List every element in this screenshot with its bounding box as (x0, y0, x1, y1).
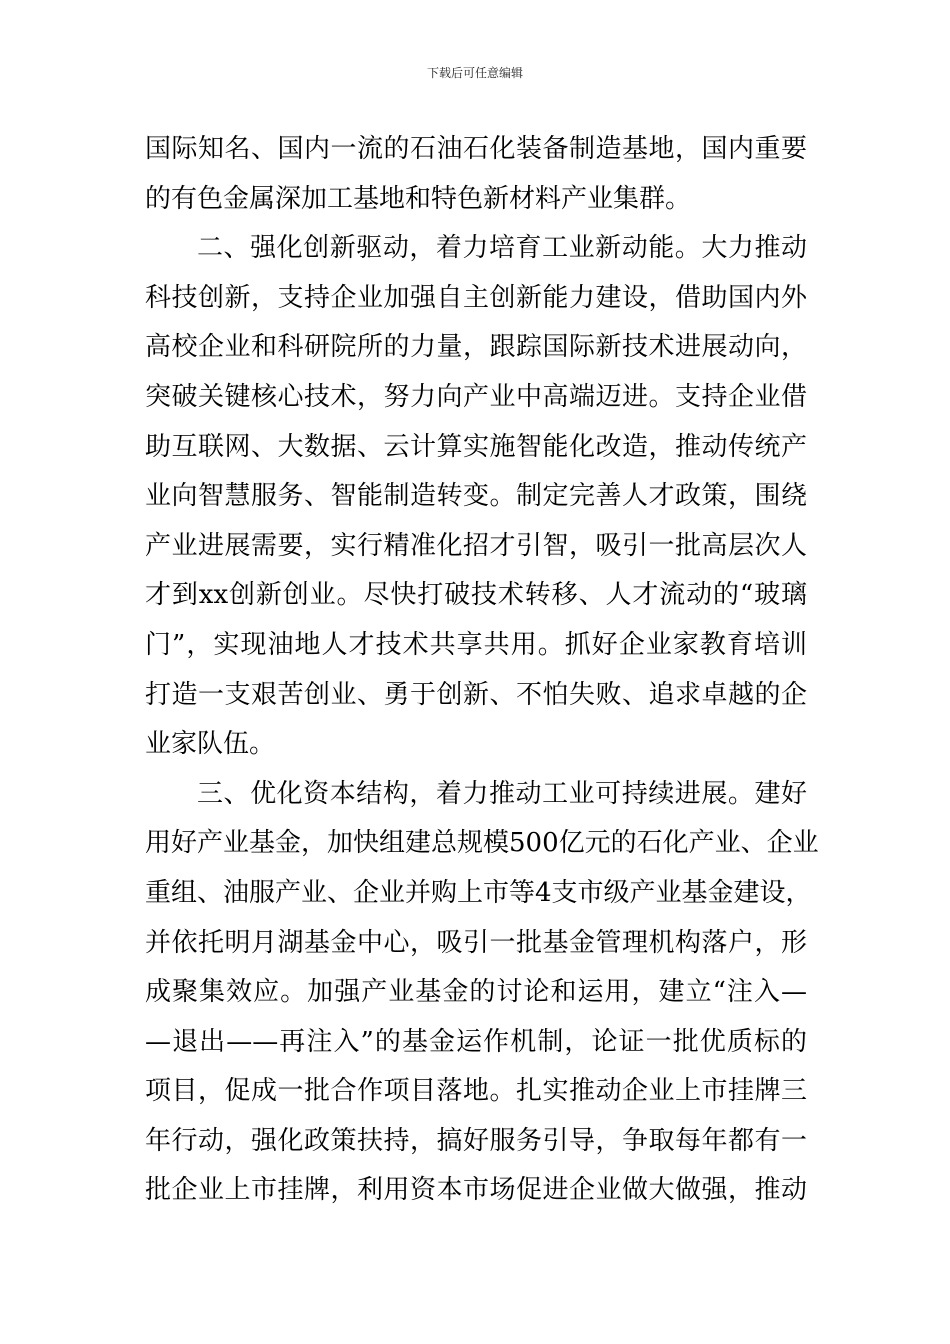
text-line: 科技创新，支持企业加强自主创新能力建设，借助国内外 (145, 282, 807, 313)
text-line: 门”，实现油地人才技术共享共用。抓好企业家教育培训 (145, 629, 807, 660)
text-line: 用好产业基金，加快组建总规模500亿元的石化产业、企业 (145, 828, 819, 859)
document-body (145, 125, 819, 1216)
text-line: 成聚集效应。加强产业基金的讨论和运用，建立“注入— (145, 977, 807, 1008)
text-line: 并依托明月湖基金中心，吸引一批基金管理机构落户，形 (145, 927, 807, 958)
paragraph-heading-line: 三、优化资本结构，着力推动工业可持续进展。建好 (197, 778, 807, 809)
text-line: 项目，促成一批合作项目落地。扎实推动企业上市挂牌三 (145, 1076, 807, 1107)
text-line: 重组、油服产业、企业并购上市等4支市级产业基金建设， (145, 877, 812, 908)
text-line: 才到xx创新创业。尽快打破技术转移、人才流动的“玻璃 (145, 580, 807, 611)
text-line: 批企业上市挂牌，利用资本市场促进企业做大做强，推动 (145, 1175, 807, 1206)
text-line: 打造一支艰苦创业、勇于创新、不怕失败、追求卓越的企 (145, 679, 807, 710)
text-line: 产业进展需要，实行精准化招才引智，吸引一批高层次人 (145, 530, 807, 561)
text-line: 年行动，强化政策扶持，搞好服务引导，争取每年都有一 (145, 1125, 807, 1156)
text-line: 国际知名、国内一流的石油石化装备制造基地，国内重要 (145, 134, 807, 164)
text-line: 突破关键核心技术，努力向产业中高端迈进。支持企业借 (145, 381, 807, 412)
text-line: —退出——再注入”的基金运作机制，论证一批优质标的 (145, 1026, 807, 1057)
text-line: 的有色金属深加工基地和特色新材料产业集群。 (145, 183, 692, 214)
text-line: 业家队伍。 (145, 729, 276, 760)
text-line: 业向智慧服务、智能制造转变。制定完善人才政策，围绕 (145, 481, 807, 512)
text-line: 助互联网、大数据、云计算实施智能化改造，推动传统产 (145, 431, 807, 462)
text-line: 高校企业和科研院所的力量，跟踪国际新技术进展动向， (145, 332, 807, 363)
page-header-note: 下载后可任意编辑 (426, 66, 523, 80)
paragraph-heading-line: 二、强化创新驱动，着力培育工业新动能。大力推动 (197, 233, 807, 264)
